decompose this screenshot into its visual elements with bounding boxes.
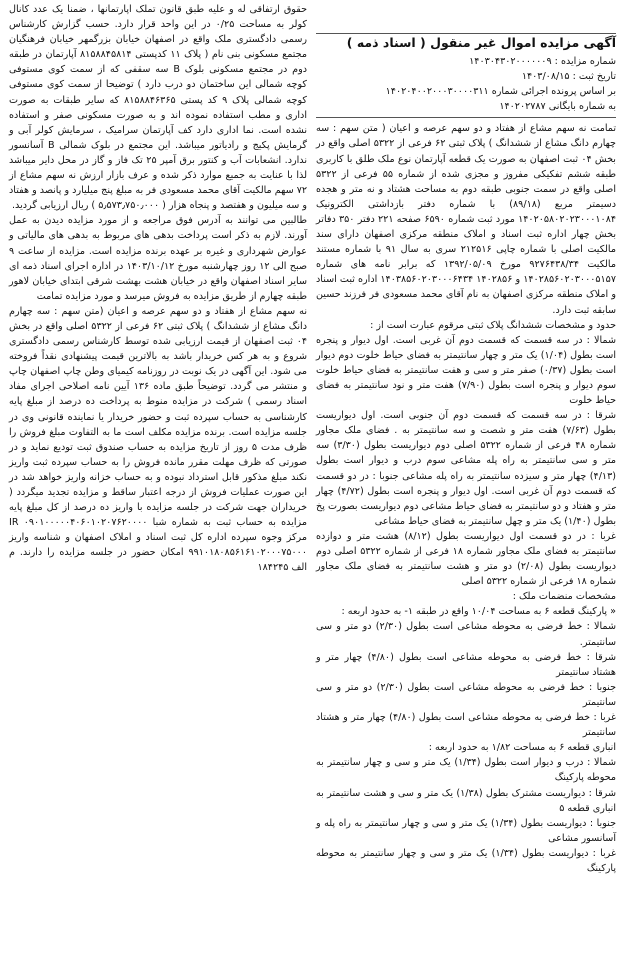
- right-paragraph: شمالا : در سه قسمت که قسمت دوم آن غربی است. اول دیوار و پنجره است بطول (۱/۰۴) یک متر و چهار سانتیمتر به فضای حیاط خلوت دوم دیوار است بطول (۰/۳۷) صفر متر و سی و هفت سانتیمتر به فضای حیاط خلوت سوم دیوار و پنجره است بطول (۷/۹۰) هفت متر و نود سانتیمتر به فضای حیاط خلوت: [316, 334, 617, 407]
- right-paragraph: غربا : خط فرضی به محوطه مشاعی است بطول (۴/۸۰) چهار متر و هشتاد سانتیمتر: [316, 712, 616, 739]
- right-paragraph: تمامت نه سهم مشاع از هفتاد و دو سهم عرصه و اعیان ( متن سهم : سه چهارم دانگ مشاع از ششدانگ ) پلاک ثبتی ۶۲ فرعی از ۵۳۲۲ اصلی واقع در بخش ۰۴ ثبت اصفهان به صورت یک قطعه آپارتمان نوع ملک طلق با کاربری طبقه ششم تفکیکی مفروز و مجزی شده از شماره ۵۵ فرعی از ۵۳۲۲ اصلی واقع در سمت جنوبی طبقه دوم به مساحت هشتاد و نه متر و هجده دسیمتر مربع (۸۹/۱۸) با شماره دفتر بازداشتی الکترونیک ۱۴۰۲۰۵۸۰۲۰۲۳۰۰۰۱۰۸۴ مورد ثبت شماره ۶۵۹۰ صفحه ۲۲۱ دفتر ۳۵۰ دفاتر بخش چهار اداره ثبت اسناد و املاک منطقه مرکزی اصفهان دارای سند مالکیت اصلی با شماره چاپی ۲۱۲۵۱۶ سری به سال ۹۱ با شماره مستند مالکیت ۹۲۷۶۴۳۸/۳۴ مورخ ۱۳۹۲/۰۵/۰۹ که برابر نامه های شماره ۱۴۰۲۸۵۶۰۲۰۳۰۰۰۵۱۵۷ و ۱۴۰۲۸۵۶ ۱۴۰۳۸۵۶۰۲۰۳۰۰۰۶۴۳۴ اداره ثبت اسناد و املاک منطقه مرکزی اصفهان به نام آقای محمد مسعودی فر فرزند حسین سابقه ثبت دارد.: [316, 123, 617, 316]
- left-paragraph: حقوق ارتفاقی له و علیه طبق قانون تملک اپارتمانها ، ضمنا یک عدد کانال کولر به مساحت ۰/۲۵ در این واحد قرار دارد. حسب گزارش کارشناس رسمی دادگستری ملک واقع در اصفهان خیابان بزرگمهر خیابان فرهنگیان مجتمع مسکونی بنی نام ( پلاک ۱۱ کدپستی ۸۱۵۸۸۴۵۸۱۴ آپارتمان در طبقه دوم در مجتمع مسکونی بلوک B سه سقفی که از سمت کوی مستوفی کوچه شمالی این ساختمان دو درب دارد ) توضیحا از سمت کوی مستوفی کوچه شمالی پلاک ۹ کد پستی ۸۱۵۸۸۴۶۳۶۵ که سایر طبقات به صورت اداری و مطب استفاده نموده اند و به صورت مسکونی صفر و استفاده نشده است. نما اداری دارد کف آپارتمان سرامیک ، سرمایش کولر آبی و گرمایش پکیج و رادیاتور میباشد. این مجتمع در بلوک شمالی B آسانسور ندارد. انشعابات آب و کنتور برق آمپر ۲۵ تک فاز و گاز در محل دایر میباشد لذا با عنایت به جمیع موارد ذکر شده و عرف بازار ارزش نه سهم مشاع از ۷۲ سهم مالکیت آقای محمد مسعودی فر به مبلغ پنج میلیارد و پانصد و هفتاد و سه میلیون و هفتصد و پنجاه هزار ( ۵٫۵۷۳٫۷۵۰٫۰۰۰ ) ریال ارزیابی گردید.: [9, 4, 308, 212]
- notice-meta: [316, 54, 616, 114]
- left-body: [9, 2, 307, 576]
- auction-number: شماره مزایده : ۱۴۰۳۰۴۳۰۲۰۰۰۰۰۰۹: [469, 56, 616, 67]
- right-paragraph: انباری قطعه ۶ به مساحت ۱/۸۲ به حدود اربعه :: [428, 742, 616, 754]
- right-paragraph: شرقا : در سه قسمت که قسمت دوم آن جنوبی است. اول دیواریست بطول (۷/۶۳) هفت متر و شصت و سه سانتیمتر به . فضای ملک مجاور شماره ۴۸ فرعی از شماره ۵۳۲۲ اصلی دوم دیواریست بطول (۳/۳۰) سه متر و سی سانتیمتر به راه پله مشاعی سوم درب و دیوار است بطول (۴/۱۳) چهار متر و سیزده سانتیمتر به راه پله مشاعی جنوبا : در دو قسمت که قسمت دوم آن غربی است. اول دیوار و پنجره است بطول (۴/۷۲) چهار متر و هفتاد و دو سانتیمتر به فضای حیاط مشاعی دوم دیواریست بصورت پخ بطول (۱/۴۰) یک متر و چهل سانتیمتر به فضای حیاط مشاعی: [316, 410, 617, 527]
- right-paragraph: شرقا : دیواریست مشترک بطول (۱/۳۸) یک متر و سی و هشت سانتیمتر به انباری قطعه ۵: [316, 787, 616, 814]
- right-paragraph: شرقا : خط فرضی به محوطه مشاعی است بطول (۴/۸۰) چهار متر و هشتاد سانتیمتر: [316, 651, 616, 678]
- right-paragraph: حدود و مشخصات ششدانگ پلاک ثبتی مرقوم عبارت است از :: [370, 319, 616, 331]
- right-paragraph: غربا : در دو قسمت اول دیواریست بطول (۸/۱۲) هشت متر و دوازده سانتیمتر به فضای ملک مجاور شماره ۱۸ فرعی از شماره ۵۳۲۲ اصلی دوم دیواریست بطول (۲/۰۸) دو متر و هشت سانتیمتر به فضای ملک مجاور شماره ۱۸ فرعی از شماره ۵۳۲۲ اصلی: [316, 530, 617, 588]
- meta-divider: [316, 117, 616, 118]
- right-paragraph: شمالا : خط فرضی به محوطه مشاعی است بطول (۲/۳۰) دو متر و سی سانتیمتر.: [316, 621, 616, 648]
- notice-title: آگهی مزایده اموال غیر منقول ( اسناد ذمه ): [346, 35, 616, 50]
- case-number: بر اساس پرونده اجرائی شماره ۱۴۰۲۰۴۰۰۲۰۰۰۳۰۰۰۰۳۱۱: [385, 86, 616, 98]
- right-paragraph: جنوبا : خط فرضی به محوطه مشاعی است بطول (۲/۳۰) دو متر و سی سانتیمتر: [316, 681, 617, 708]
- right-column: [316, 34, 616, 876]
- right-paragraph: جنوبا : دیواریست بطول (۱/۳۴) یک متر و سی و چهار سانتیمتر به راه پله و آسانسور مشاعی: [316, 817, 616, 844]
- right-paragraph: مشخصات منضمات ملک :: [512, 591, 616, 603]
- archive-number: به شماره بایگانی ۱۴۰۲۰۲۷۸۷: [499, 101, 616, 113]
- right-body: [316, 121, 616, 876]
- left-paragraph: طالبین می توانند به آدرس فوق مراجعه و از مورد مزایده دیدن به عمل آورند. لازم به ذکر است پرداخت بدهی های مربوط به بدهی های مالیاتی و عوارض شهرداری و غیره بر عهده برنده مزایده است. مزایده از ساعت ۹ صبح الی ۱۲ روز چهارشنبه مورخ ۱۴۰۳/۱۰/۱۲ در اداره اجرای اسناد ذمه ای سایر اسناد اصفهان واقع در خیابان هشت بهشت شرقی ابتدای خیابان لاهور طبقه چهارم از طریق مزایده به فروش میرسد و مورد مزایده تمامت: [9, 215, 307, 302]
- registration-date: تاریخ ثبت : ۱۴۰۳/۰۸/۱۵: [521, 71, 616, 83]
- right-paragraph: شمالا : درب و دیوار است بطول (۱/۳۴) یک متر و سی و چهار سانتیمتر به محوطه پارکینگ: [316, 757, 616, 784]
- left-column: [9, 2, 307, 576]
- left-paragraph: نه سهم مشاع از هفتاد و دو سهم عرصه و اعیان (متن سهم : سه چهارم دانگ مشاع از ششدانگ ) پلاک ثبتی ۶۲ فرعی از ۵۳۲۲ اصلی واقع در بخش ۰۴ ثبت اصفهان از قیمت ارزیابی شده توسط کارشناس رسمی دادگستری شروع و به هر کس خریدار باشد به بالاترین قیمت پیشنهادی نقداً فروخته می شود. این آگهی در یک نوبت در روزنامه کیمیای وطن چاپ اصفهان چاپ و منتشر می گردد. توضیحاً طبق ماده ۱۳۶ آیین نامه اصلاحی اجرای مفاد اسناد رسمی ) شرکت در مزایده منوط به پرداخت ده درصد از مبلغ پایه کارشناسی به حساب سپرده ثبت و حضور خریدار یا نماینده قانونی وی در جلسه مزایده است. برنده مزایده مکلف است ما به التفاوت مبلغ فروش را ظرف مدت ۵ روز از تاریخ مزایده به حساب صندوق ثبت تودیع نماید و در صورتی که ظرف مهلت مقرر مانده فروش را به حساب سپرده ثبت واریز نکند مبلغ مذکور قابل استرداد نبوده و به حساب خزانه واریز خواهد شد در این صورت عملیات فروش از درجه اعتبار ساقط و مزایده تجدید میگردد ( خریداران جهت شرکت در جلسه مزایده با واریز ده درصد از کل مبلغ پایه مزایده به حساب ثبت به شماره شبا IR ۰۹۰۱۰۰۰۰۰۴۰۶۰۱۰۲۰۷۶۲۰۰۰۰ مرکز وجوه سپرده اداره کل ثبت اسناد و املاک اصفهان و شناسه واریز ۹۹۱۰۱۸۰۸۵۶۱۶۱۰۲۰۰۰۷۵۰۰۰ امکان حضور در جلسه مزایده را دارند. م الف ۱۸۴۲۴۵: [9, 305, 308, 574]
- right-paragraph: غربا : دیواریست بطول (۱/۳۴) یک متر و سی و چهار سانتیمتر به محوطه پارکینگ: [316, 847, 616, 874]
- right-paragraph: « پارکینگ قطعه ۶ به مساحت ۱۰/۰۴ واقع در طبقه ۱- به حدود اربعه :: [341, 606, 616, 618]
